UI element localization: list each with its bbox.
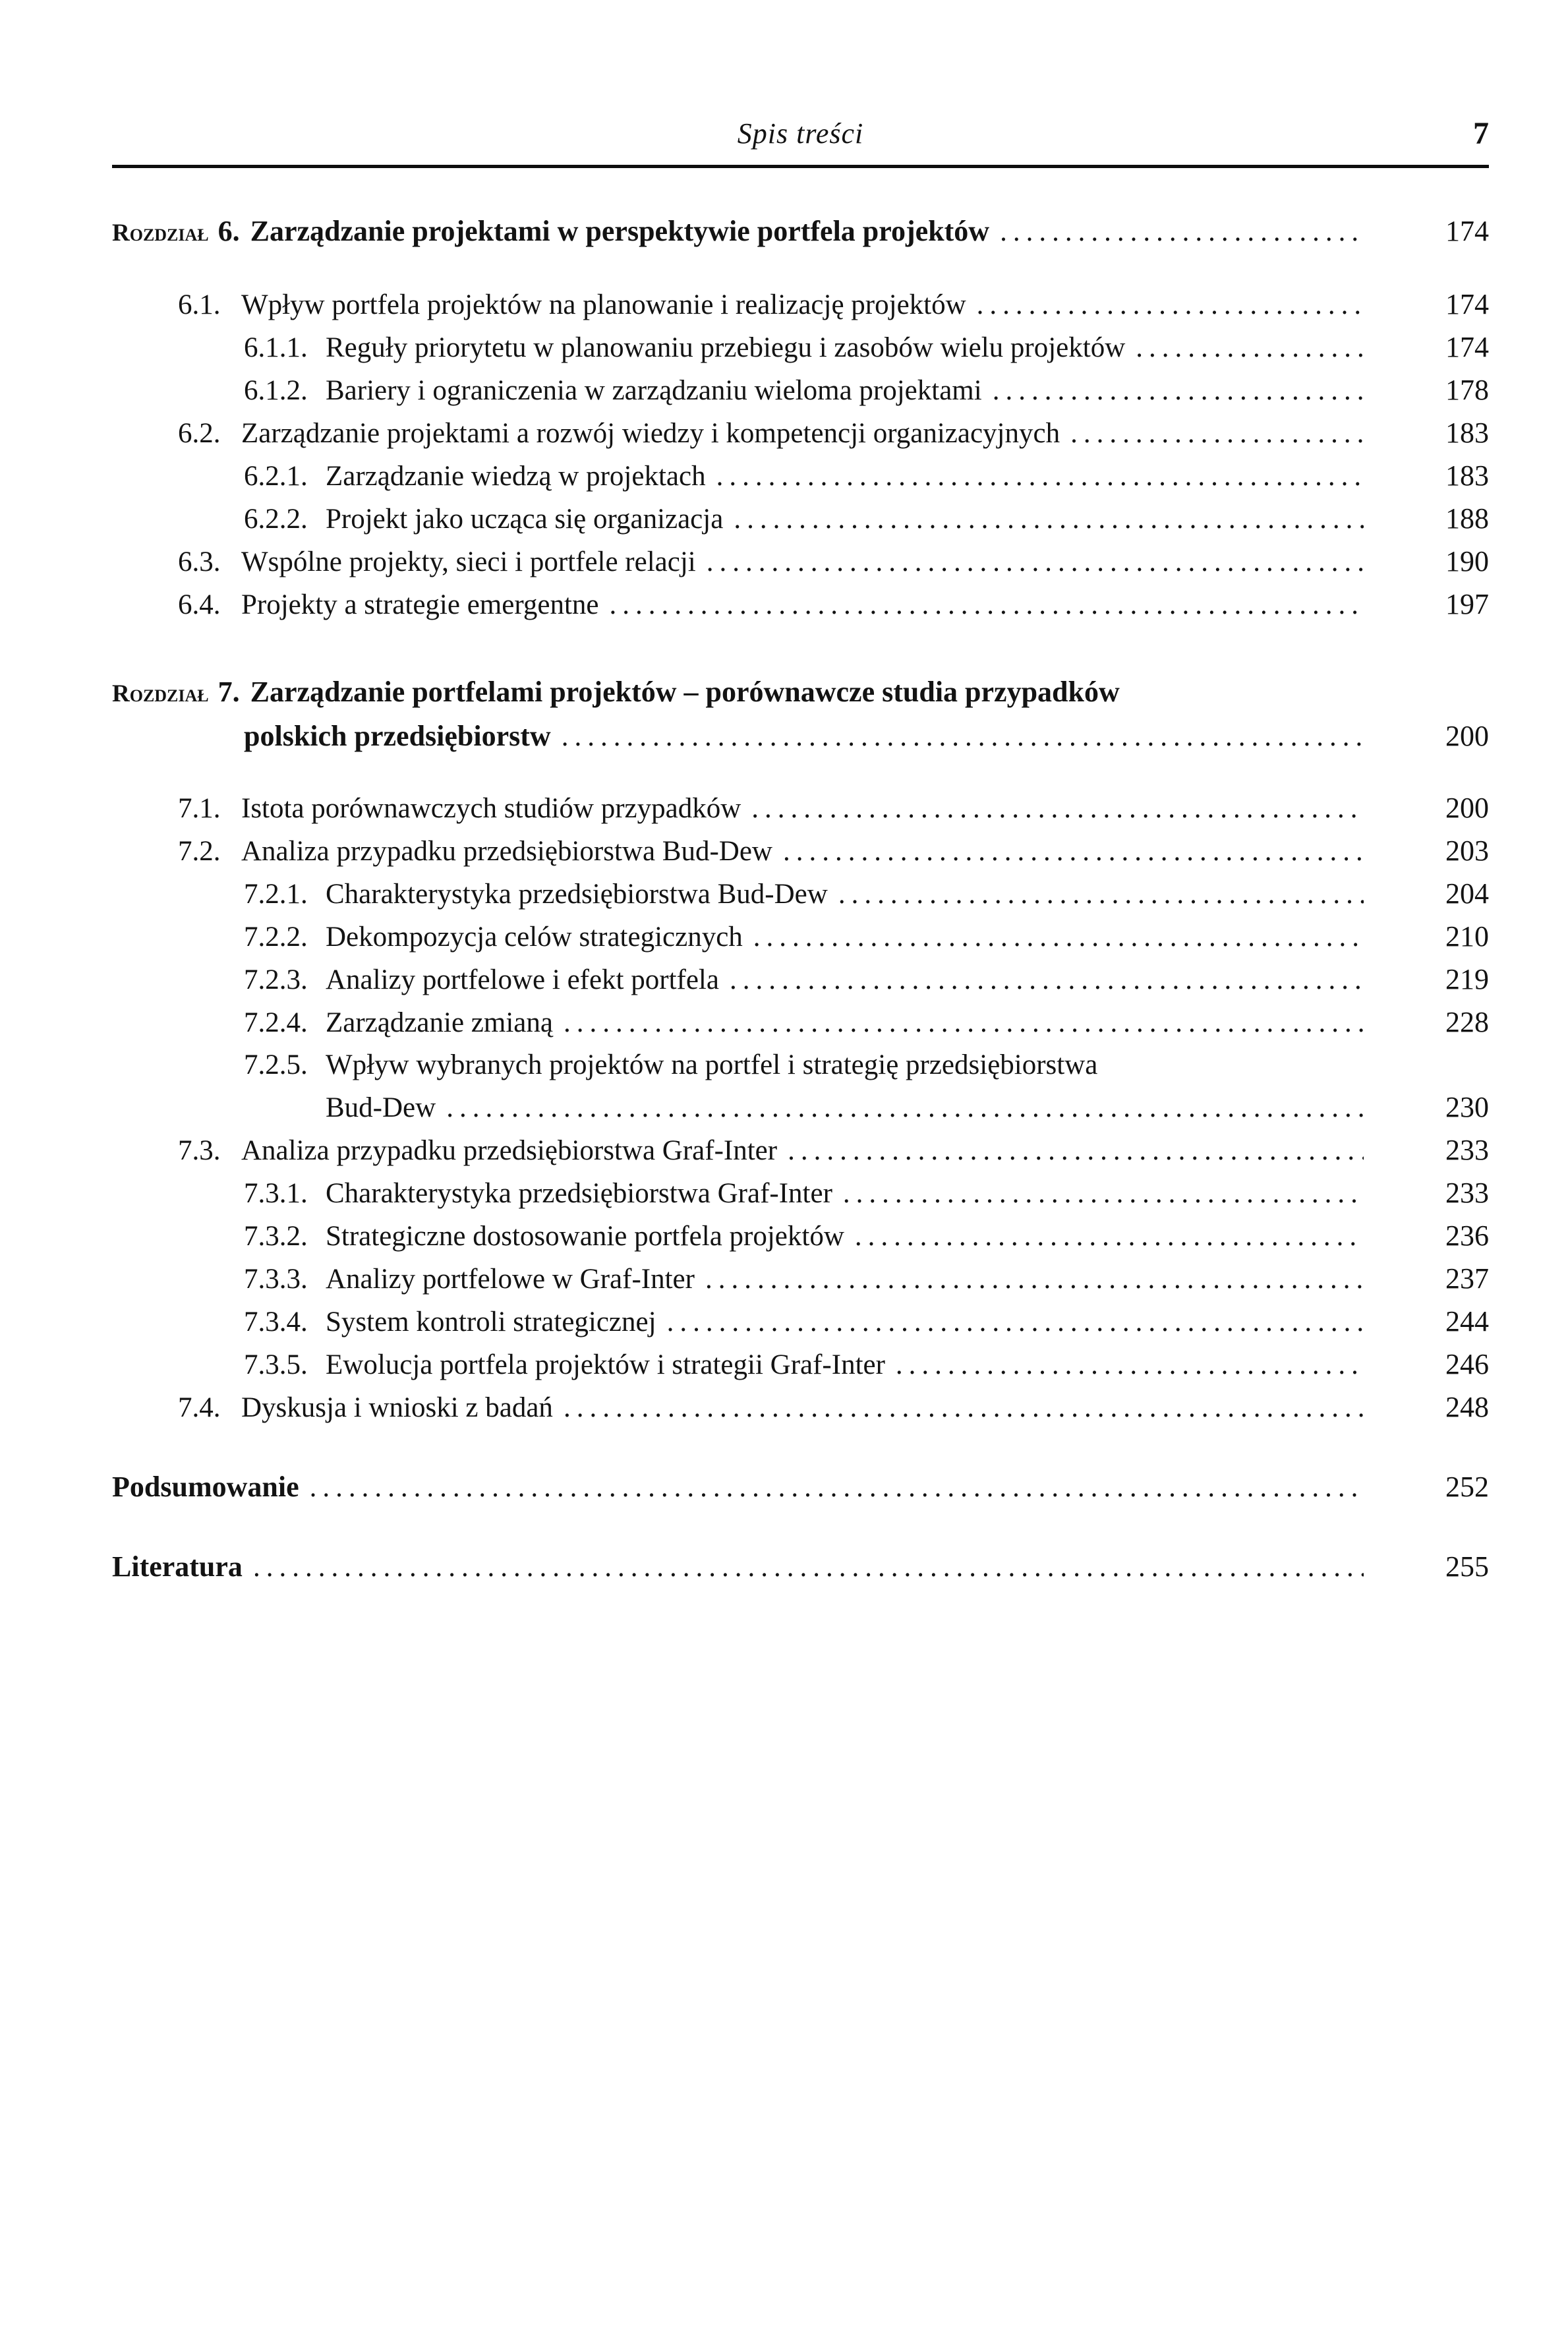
entry-title: Istota porównawczych studiów przypadków [241, 793, 741, 824]
entry-title: Zarządzanie projektami a rozwój wiedzy i kompetencji organizacyjnych [241, 418, 1060, 449]
entry-title: Zarządzanie wiedzą w projektach [326, 461, 706, 492]
toc-entry [244, 369, 1489, 412]
toc-entry [178, 1129, 1489, 1172]
entry-number: 7.3.5. [244, 1349, 308, 1380]
toc-entry [112, 671, 1489, 715]
leader-dots [730, 959, 1364, 1001]
entry-page: 188 [1445, 502, 1489, 535]
entry-number: 7.1. [178, 793, 221, 824]
entry-number: 6.4. [178, 589, 221, 620]
leader-dots [705, 1258, 1364, 1301]
leader-dots [707, 541, 1364, 583]
entry-title: Charakterystyka przedsiębiorstwa Graf-Inter [326, 1178, 832, 1209]
entry-page: 183 [1445, 417, 1489, 449]
entry-number: 7. [218, 676, 240, 708]
running-title: Spis treści [737, 117, 864, 150]
toc-entry [112, 210, 1489, 254]
entry-page: 200 [1445, 792, 1489, 824]
entry-title: Analiza przypadku przedsiębiorstwa Bud-Dew [241, 836, 772, 867]
leader-dots [1070, 413, 1364, 455]
entry-page: 236 [1445, 1219, 1489, 1252]
leader-dots [855, 1216, 1364, 1258]
entry-number: 7.2.2. [244, 922, 308, 953]
entry-number: 7.4. [178, 1392, 221, 1423]
entry-number: 7.3.1. [244, 1178, 308, 1209]
entry-page: 246 [1445, 1348, 1489, 1380]
entry-title: Zarządzanie zmianą [326, 1007, 553, 1038]
toc-entry [178, 830, 1489, 873]
entry-title: Projekt jako ucząca się organizacja [326, 504, 724, 535]
entry-title: Wpływ wybranych projektów na portfel i strategię przedsiębiorstwa [326, 1049, 1098, 1080]
toc-entry [244, 1215, 1489, 1258]
leader-dots [562, 715, 1364, 758]
entry-title: Analizy portfelowe w Graf-Inter [326, 1264, 695, 1295]
chapter-prefix: Rozdział [112, 680, 209, 707]
leader-dots [716, 455, 1364, 498]
entry-page: 248 [1445, 1391, 1489, 1423]
toc-entry [112, 1466, 1489, 1509]
entry-number: 7.3.2. [244, 1221, 308, 1252]
toc-entry [244, 1172, 1489, 1215]
toc-entry [244, 916, 1489, 958]
toc-entry [244, 1044, 1489, 1086]
entry-number: 7.2.5. [244, 1049, 308, 1080]
entry-page: 230 [1445, 1091, 1489, 1123]
leader-dots [1000, 210, 1364, 253]
toc-entry [244, 1258, 1489, 1301]
leader-dots [788, 1130, 1364, 1172]
entry-page: 210 [1445, 920, 1489, 953]
entry-page: 197 [1445, 588, 1489, 620]
entry-number: 7.3.4. [244, 1307, 308, 1337]
entry-number: 7.2.3. [244, 964, 308, 995]
entry-page: 203 [1445, 835, 1489, 867]
entry-title: Charakterystyka przedsiębiorstwa Bud-Dew [326, 879, 828, 910]
leader-dots [993, 370, 1364, 412]
toc-entry [178, 787, 1489, 830]
entry-number: 7.2. [178, 836, 221, 867]
entry-title: Wspólne projekty, sieci i portfele relacji [241, 546, 696, 577]
entry-title: Ewolucja portfela projektów i strategii Graf-Inter [326, 1349, 885, 1380]
page-header [112, 111, 1489, 157]
entry-title: Analiza przypadku przedsiębiorstwa Graf-Inter [241, 1135, 778, 1166]
leader-dots [1136, 327, 1364, 369]
leader-dots [753, 916, 1364, 958]
leader-dots [609, 584, 1364, 626]
entry-title: Bariery i ograniczenia w zarządzaniu wieloma projektami [326, 375, 982, 406]
leader-dots [564, 1387, 1364, 1429]
entry-number: 7.3. [178, 1135, 221, 1166]
toc-entry-continuation [112, 715, 1489, 758]
toc-entry [178, 541, 1489, 583]
entry-page: 252 [1445, 1471, 1489, 1503]
entry-number: 6.2.2. [244, 504, 308, 535]
entry-title: Strategiczne dostosowanie portfela projektów [326, 1221, 844, 1252]
entry-page: 174 [1445, 331, 1489, 363]
toc-entry [244, 1301, 1489, 1343]
entry-title: Literatura [112, 1550, 243, 1583]
entry-title: Dyskusja i wnioski z badań [241, 1392, 553, 1423]
entry-page: 178 [1445, 374, 1489, 406]
entry-page: 233 [1445, 1134, 1489, 1166]
entry-page: 183 [1445, 459, 1489, 492]
toc-entry [244, 873, 1489, 916]
entry-number: 6.1. [178, 289, 221, 320]
leader-dots [783, 831, 1364, 873]
toc-entry [244, 1343, 1489, 1386]
leader-dots [667, 1301, 1364, 1343]
entry-title: Analizy portfelowe i efekt portfela [326, 964, 719, 995]
entry-title: Projekty a strategie emergentne [241, 589, 599, 620]
leader-dots [838, 873, 1364, 916]
leader-dots [310, 1466, 1364, 1509]
toc-entry [112, 1546, 1489, 1589]
entry-title-line2: polskich przedsiębiorstw [244, 720, 551, 752]
entry-number: 6. [218, 215, 240, 247]
leader-dots [977, 284, 1364, 326]
entry-page: 200 [1445, 720, 1489, 752]
entry-page: 244 [1445, 1305, 1489, 1337]
toc-entry [244, 326, 1489, 369]
entry-number: 7.3.3. [244, 1264, 308, 1295]
toc-entry [178, 1386, 1489, 1429]
entry-page: 228 [1445, 1006, 1489, 1038]
entry-title: Podsumowanie [112, 1471, 299, 1503]
entry-page: 219 [1445, 963, 1489, 995]
leader-dots [896, 1344, 1364, 1386]
toc-entry [178, 283, 1489, 326]
leader-dots [734, 498, 1364, 541]
leader-dots [843, 1173, 1364, 1215]
toc-entry [178, 412, 1489, 455]
entry-page: 233 [1445, 1177, 1489, 1209]
entry-title: Zarządzanie projektami w perspektywie portfela projektów [250, 215, 990, 247]
page-number: 7 [1473, 116, 1489, 151]
entry-page: 190 [1445, 545, 1489, 577]
leader-dots [564, 1002, 1364, 1044]
toc-entry [244, 958, 1489, 1001]
leader-dots [751, 788, 1364, 830]
entry-page: 174 [1445, 288, 1489, 320]
entry-number: 6.3. [178, 546, 221, 577]
leader-dots [253, 1546, 1364, 1589]
entry-number: 6.1.2. [244, 375, 308, 406]
toc-entry-continuation [244, 1086, 1489, 1129]
entry-number: 6.1.1. [244, 332, 308, 363]
toc-entry [244, 498, 1489, 541]
chapter-prefix: Rozdział [112, 220, 209, 247]
entry-number: 6.2.1. [244, 461, 308, 492]
toc-list [112, 210, 1489, 1589]
entry-page: 255 [1445, 1550, 1489, 1583]
entry-title: Wpływ portfela projektów na planowanie i realizację projektów [241, 289, 966, 320]
toc-entry [244, 1001, 1489, 1044]
toc-entry [244, 455, 1489, 498]
entry-title: System kontroli strategicznej [326, 1307, 656, 1337]
entry-title: Zarządzanie portfelami projektów – porównawcze studia przypadków [250, 676, 1120, 708]
entry-title-line2: Bud-Dew [326, 1092, 436, 1123]
entry-number: 7.2.4. [244, 1007, 308, 1038]
header-rule [112, 165, 1489, 168]
entry-page: 237 [1445, 1262, 1489, 1295]
entry-number: 7.2.1. [244, 879, 308, 910]
leader-dots [446, 1087, 1364, 1129]
entry-title: Reguły priorytetu w planowaniu przebiegu i zasobów wielu projektów [326, 332, 1126, 363]
entry-page: 174 [1445, 215, 1489, 247]
entry-number: 6.2. [178, 418, 221, 449]
entry-page: 204 [1445, 877, 1489, 910]
toc-entry [178, 583, 1489, 626]
entry-title: Dekompozycja celów strategicznych [326, 922, 743, 953]
